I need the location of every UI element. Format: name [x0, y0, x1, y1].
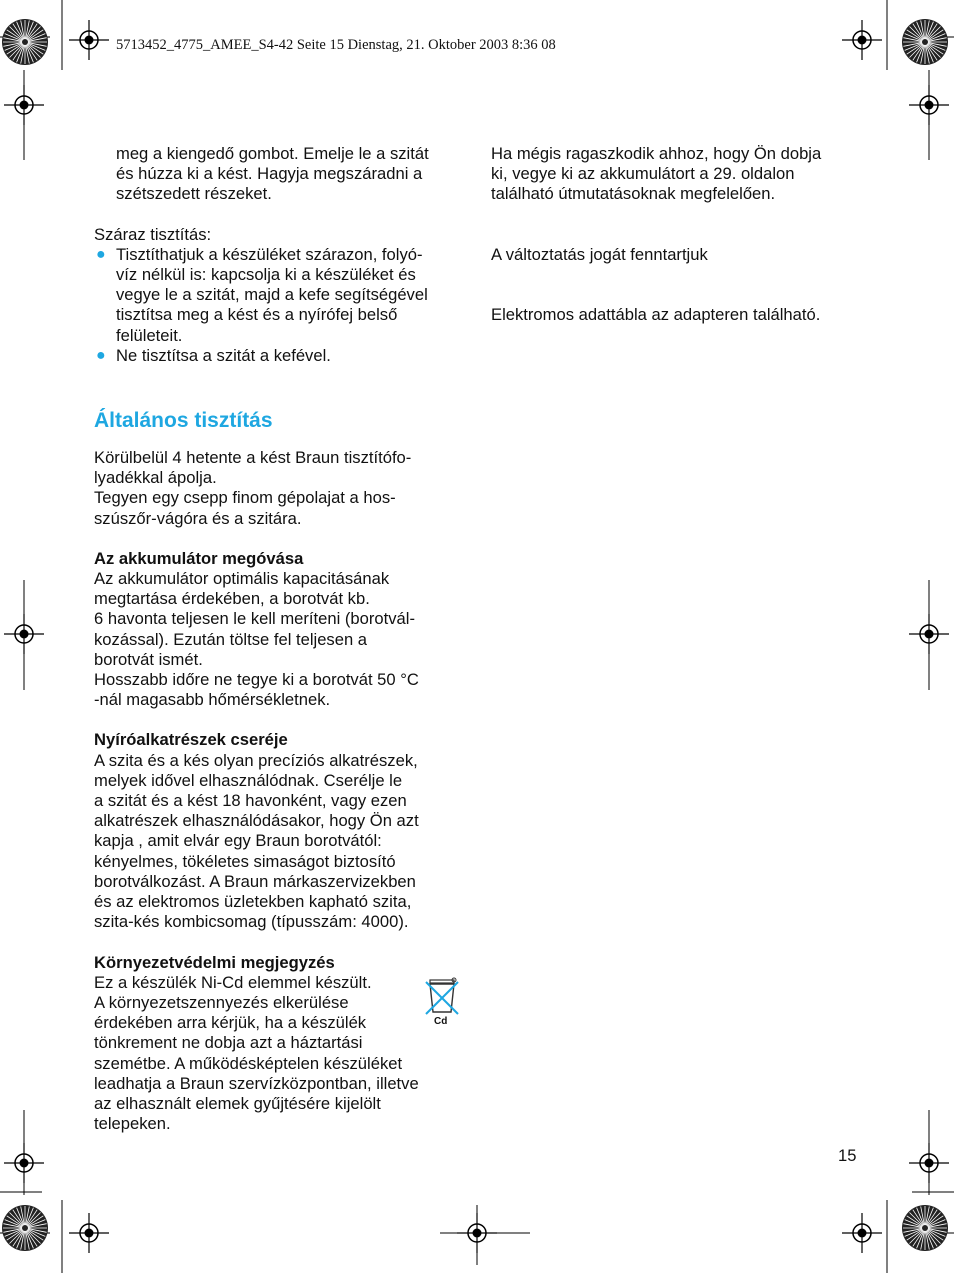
text-line: tönkrement ne dobja azt a háztartási	[94, 1033, 363, 1053]
text-line: és az elektromos üzletekben kapható szita,	[94, 892, 412, 912]
text-line: borotvát ismét.	[94, 649, 203, 669]
text-line: 6 havonta teljesen le kell meríteni (borotvál-	[94, 609, 415, 629]
text-line: kozással). Ezután töltse fel teljesen a	[94, 629, 368, 649]
text-line: az elhasznált elemek gyűjtésére kijelölt	[94, 1093, 381, 1113]
text-line: Ez a készülék Ni-Cd elemmel készült.	[94, 972, 372, 992]
text-line: A szita és a kés olyan precíziós alkatrészek,	[94, 750, 418, 770]
print-info-header: 5713452_4775_AMEE_S4-42 Seite 15 Dienstag, 21. Oktober 2003 8:36 08	[116, 37, 556, 53]
text-line: Tegyen egy csepp finom gépolajat a hos-	[94, 488, 396, 508]
bullet-dot-icon: ●	[96, 346, 106, 364]
text-line: és húzza ki a kést. Hagyja megszáradni a	[116, 164, 423, 184]
text-line: kapja , amit elvár egy Braun borotvától:	[94, 831, 382, 851]
text-line: meg a kiengedő gombot. Emelje le a szitát	[116, 144, 429, 163]
text-line: vegye le a szitát, majd a kefe segítségével	[116, 285, 428, 305]
text-line: borotválkozást. A Braun márkaszervizekben	[94, 871, 416, 891]
text-line: leadhatja a Braun szervízközpontban, illetve	[94, 1073, 419, 1093]
dry-cleaning-title: Száraz tisztítás:	[94, 224, 212, 244]
text-line: ki, vegye ki az akkumulátort a 29. oldalon	[491, 164, 795, 184]
text-line: Körülbelül 4 hetente a kést Braun tisztítófo-	[94, 448, 412, 468]
text-line: melyek idővel elhasználódnak. Cserélje le	[94, 770, 403, 790]
text-line: található útmutatásoknak megfelelően.	[491, 184, 776, 204]
text-line: megtartása érdekében, a borotvát kb.	[94, 589, 370, 609]
text-line: szita-kés kombicsomag (típusszám: 4000).	[94, 912, 409, 932]
reservation-note: A változtatás jogát fenntartjuk	[491, 244, 708, 264]
text-line: víz nélkül is: kapcsolja ki a készüléket és	[116, 265, 416, 285]
text-line: alkatrészek elhasználódásakor, hogy Ön azt	[94, 811, 419, 831]
text-line: lyadékkal ápolja.	[94, 468, 217, 488]
section-heading-general-cleaning: Általános tisztítás	[94, 409, 273, 433]
cd-label: Cd	[434, 1016, 448, 1027]
text-line: A környezetszennyezés elkerülése	[94, 992, 349, 1012]
intro-paragraph	[94, 144, 464, 205]
text-line: -nál magasabb hőmérsékletnek.	[94, 690, 331, 710]
text-line: Tisztíthatjuk a készüléket szárazon, folyó-	[116, 244, 423, 264]
text-line: Hosszabb időre ne tegye ki a borotvát 50 °C	[94, 670, 419, 690]
battery-subheading: Az akkumulátor megóvása	[94, 548, 304, 568]
parts-replacement-subheading: Nyíróalkatrészek cseréje	[94, 730, 288, 750]
page-number: 15	[838, 1146, 857, 1165]
text-line: kényelmes, tökéletes simaságot biztosító	[94, 851, 396, 871]
bullet-item	[94, 245, 464, 346]
text-line: szemétbe. A működésképtelen készüléket	[94, 1053, 403, 1073]
text-line: telepeken.	[94, 1114, 171, 1134]
environment-subheading: Környezetvédelmi megjegyzés	[94, 952, 335, 972]
text-line: szétszedett részeket.	[116, 184, 272, 204]
bullet-dot-icon: ●	[96, 245, 106, 263]
text-line: Ne tisztítsa a szitát a kefével.	[116, 345, 331, 365]
text-line: a szitát és a kést 18 havonként, vagy ezen	[94, 791, 407, 811]
bullet-item	[94, 346, 464, 366]
rating-plate-note: Elektromos adattábla az adapteren található.	[491, 304, 821, 324]
text-line: felületeit.	[116, 325, 183, 345]
right-column	[491, 144, 871, 325]
text-line: Ha mégis ragaszkodik ahhoz, hogy Ön dobja	[491, 144, 822, 163]
left-column	[94, 144, 464, 1134]
text-line: érdekében arra kérjük, ha a készülék	[94, 1013, 367, 1033]
text-line: szúszőr-vágóra és a szitára.	[94, 508, 302, 528]
text-line: Az akkumulátor optimális kapacitásának	[94, 569, 390, 589]
crossed-bin-cd-icon	[424, 976, 460, 1037]
text-line: tisztítsa meg a kést és a nyírófej belső	[116, 305, 398, 325]
